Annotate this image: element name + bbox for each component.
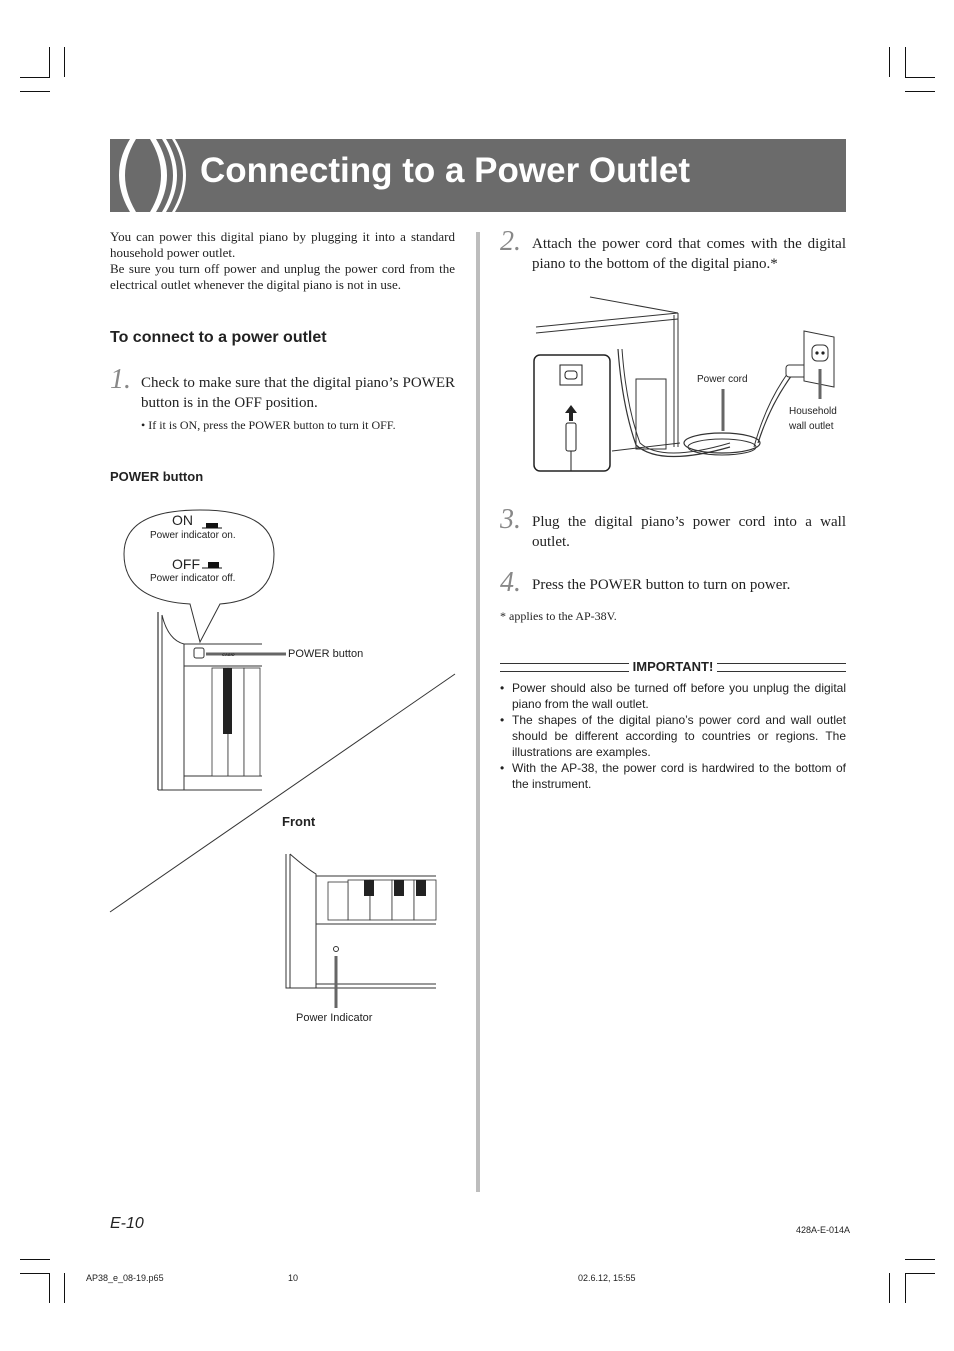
- intro-text: [110, 229, 455, 293]
- list-item: • The shapes of the digital piano’s power cord and wall outlet should be different according to countries or regions. The illustrations are examples.: [500, 712, 846, 760]
- section-title: To connect to a power outlet: [110, 329, 327, 346]
- brand-logo: CASIO: [222, 652, 235, 657]
- sheet-number: 10: [288, 1273, 299, 1283]
- list-item: • Power should also be turned off before you unplug the digital piano from the wall outlet.: [500, 680, 846, 712]
- page-title: Connecting to a Power Outlet: [200, 151, 691, 190]
- bracket-decoration-icon: [110, 139, 190, 212]
- front-panel-illustration: [280, 848, 440, 1008]
- footnote: * applies to the AP-38V.: [500, 609, 617, 623]
- off-label: OFF: [172, 556, 200, 572]
- on-caption: Power indicator on.: [150, 530, 236, 541]
- step-number: 2.: [500, 226, 521, 257]
- list-item: • With the AP-38, the power cord is hardwired to the bottom of the instrument.: [500, 760, 846, 792]
- step-number: 4.: [500, 567, 521, 598]
- power-button-callout: POWER button: [288, 648, 364, 660]
- step-number: 3.: [500, 504, 521, 535]
- on-label: ON: [172, 512, 193, 528]
- crop-mark: [64, 1273, 65, 1303]
- outlet-label: wall outlet: [789, 421, 834, 432]
- crop-mark: [905, 1273, 935, 1274]
- power-cord-label: Power cord: [697, 374, 748, 385]
- crop-mark: [905, 1259, 935, 1260]
- crop-mark: [905, 1273, 906, 1303]
- crop-mark: [20, 77, 50, 78]
- crop-mark: [905, 91, 935, 92]
- step-number: 1.: [110, 364, 131, 395]
- power-indicator-label: Power Indicator: [296, 1012, 373, 1024]
- important-title: IMPORTANT!: [629, 659, 718, 674]
- page-number: E-10: [110, 1215, 144, 1232]
- outlet-label: Household: [789, 406, 837, 417]
- crop-mark: [20, 91, 50, 92]
- crop-mark: [889, 47, 890, 77]
- crop-mark: [20, 1273, 50, 1274]
- title-banner: [110, 139, 846, 212]
- important-list: [500, 680, 846, 792]
- step-text: Check to make sure that the digital piano’s POWER button is in the OFF position.: [141, 375, 455, 411]
- crop-mark: [64, 47, 65, 77]
- crop-mark: [20, 1259, 50, 1260]
- power-cord-illustration: [530, 295, 850, 480]
- step-text: Plug the digital piano’s power cord into a wall outlet.: [532, 514, 846, 550]
- crop-mark: [49, 1273, 50, 1303]
- doc-code: 428A-E-014A: [796, 1225, 851, 1235]
- crop-mark: [889, 1273, 890, 1303]
- front-label: Front: [282, 814, 316, 829]
- step-text: Attach the power cord that comes with the digital piano to the bottom of the digital piano.*: [532, 236, 846, 272]
- crop-mark: [49, 47, 50, 77]
- figure-heading: POWER button: [110, 469, 204, 484]
- file-name: AP38_e_08-19.p65: [86, 1273, 164, 1283]
- important-heading: [500, 658, 846, 678]
- step-note: • If it is ON, press the POWER button to turn it OFF.: [141, 418, 396, 432]
- column-divider: [476, 232, 480, 1192]
- intro-paragraph: Be sure you turn off power and unplug the power cord from the electrical outlet whenever the digital piano is not in use.: [110, 261, 455, 292]
- timestamp: 02.6.12, 15:55: [578, 1273, 636, 1283]
- crop-mark: [905, 47, 906, 77]
- crop-mark: [905, 77, 935, 78]
- off-caption: Power indicator off.: [150, 573, 236, 584]
- intro-paragraph: You can power this digital piano by plugging it into a standard household power outlet.: [110, 229, 455, 260]
- step-text: Press the POWER button to turn on power.: [532, 577, 791, 593]
